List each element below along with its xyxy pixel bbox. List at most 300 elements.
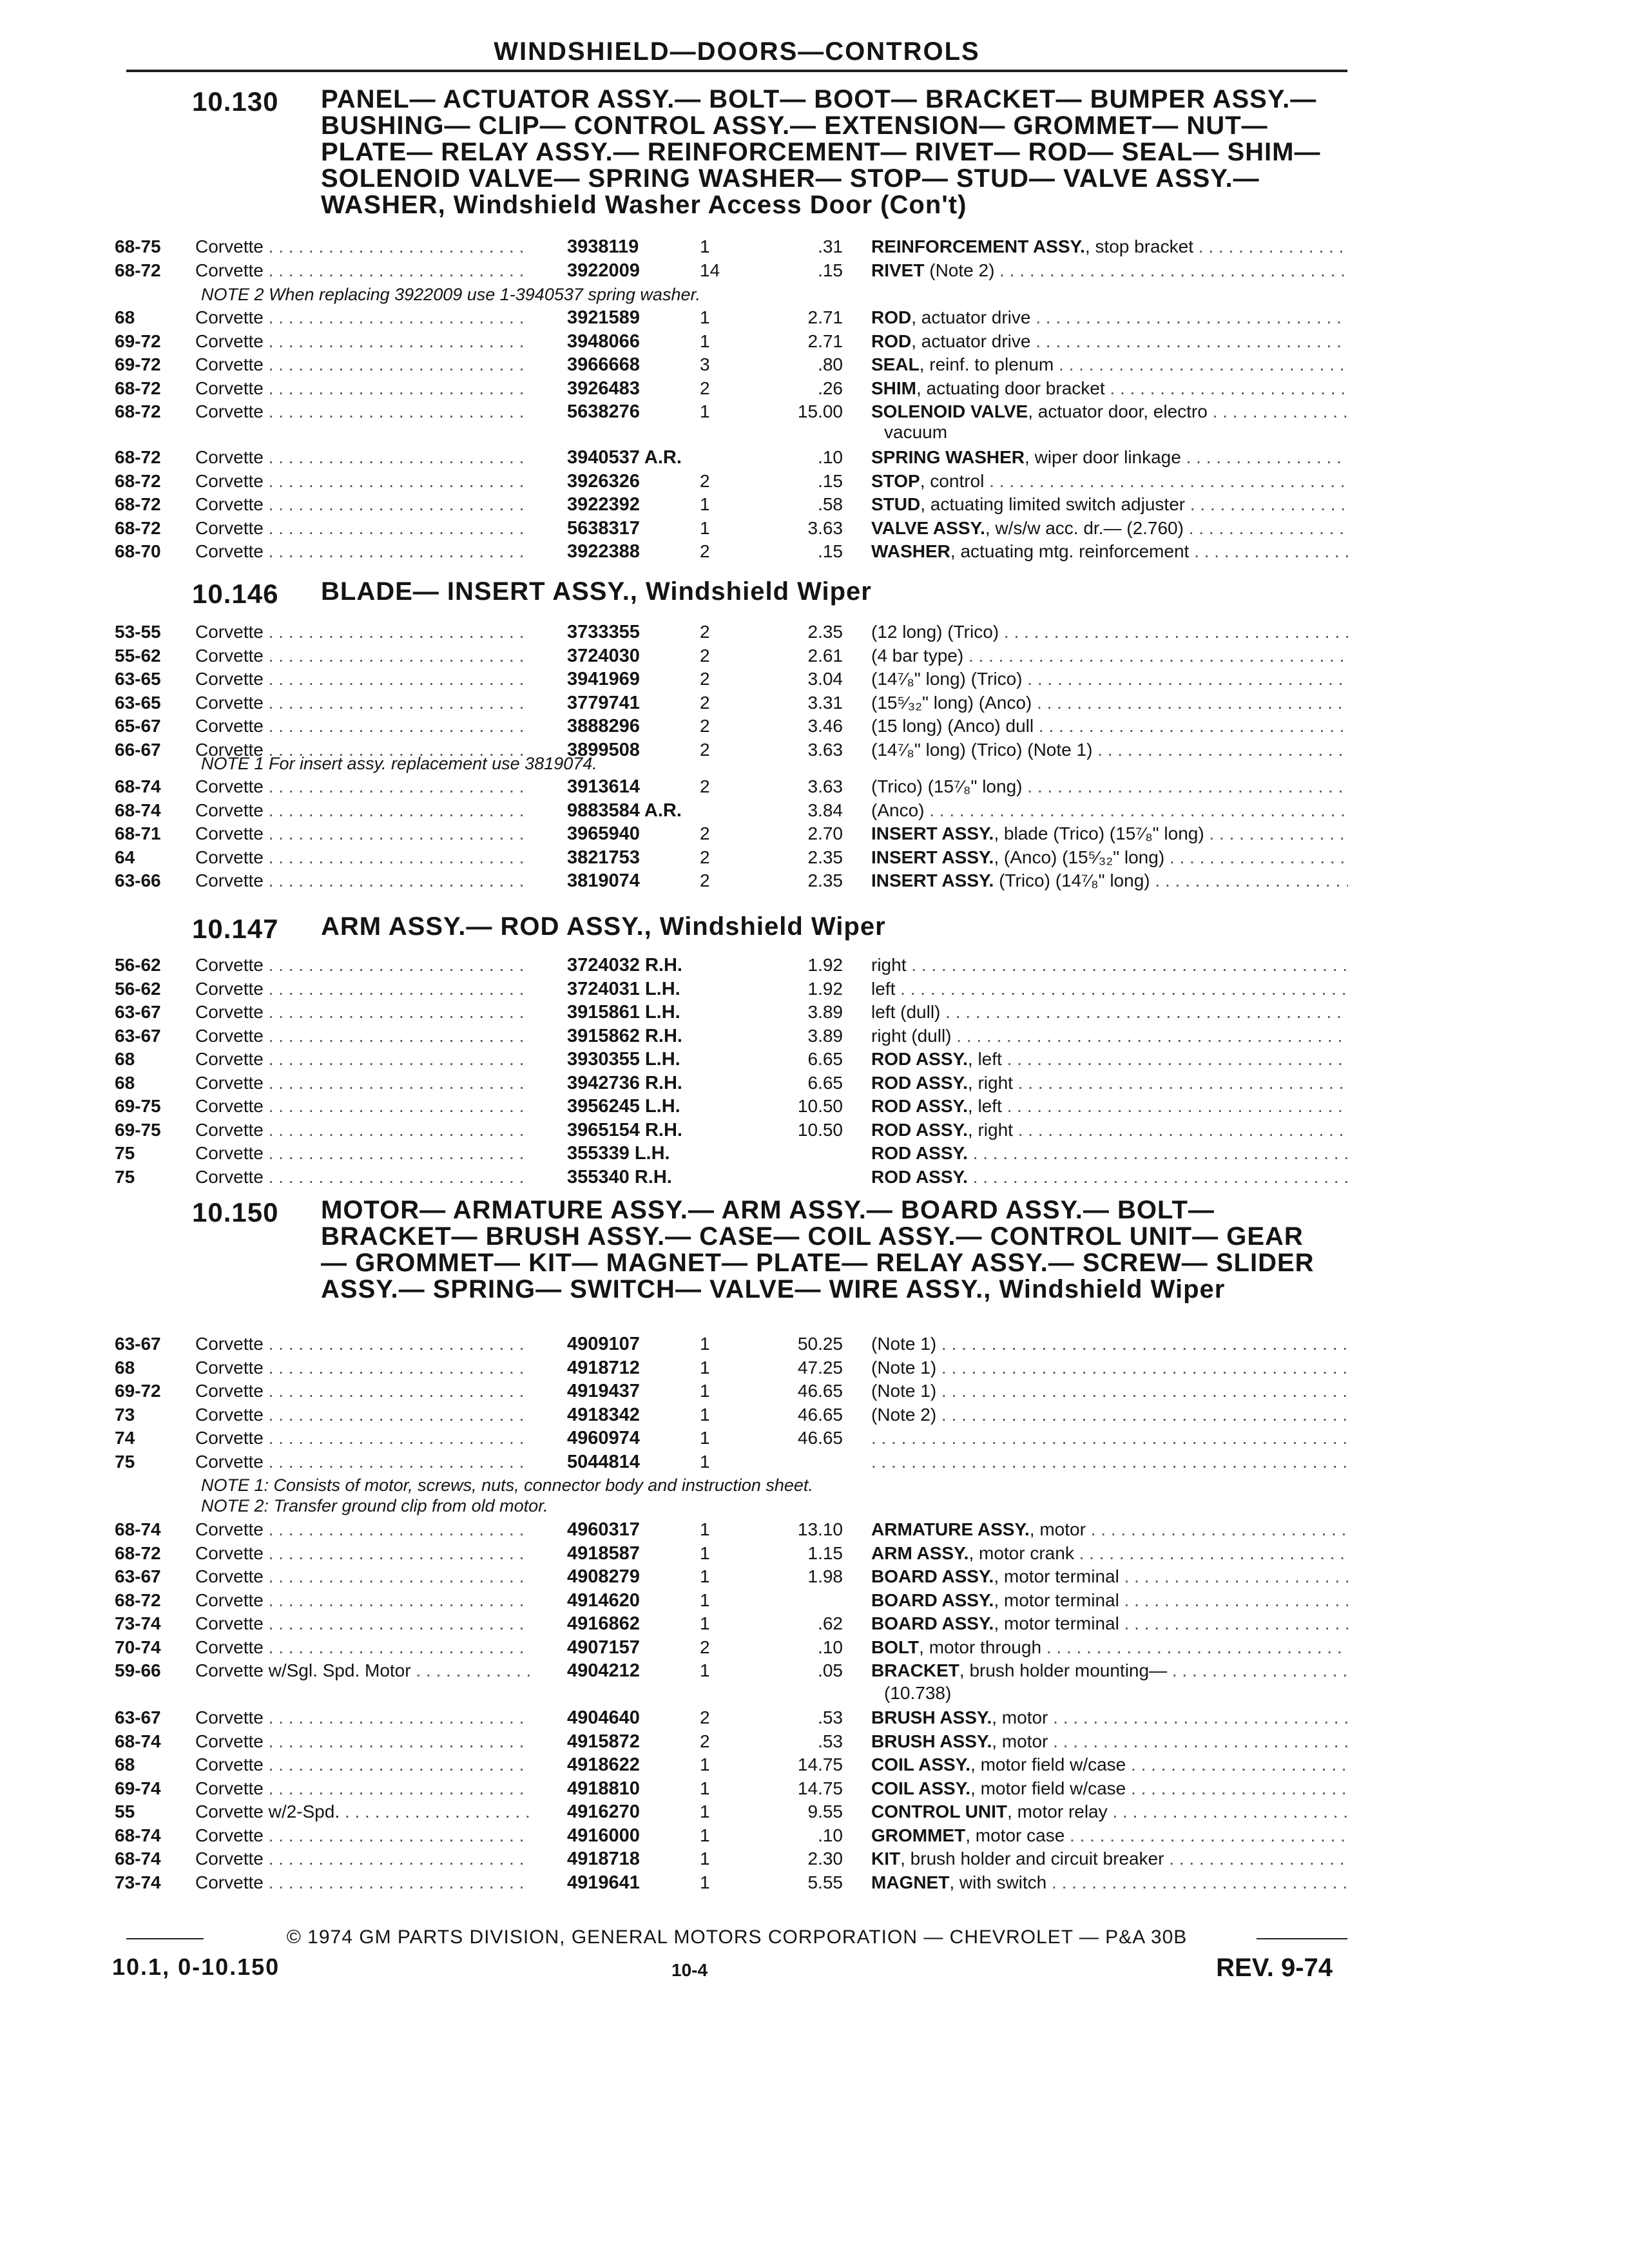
price: 14.75 xyxy=(797,1754,843,1774)
part-row xyxy=(0,447,1629,469)
part-name: BOLT xyxy=(871,1637,920,1657)
description xyxy=(871,1381,1348,1401)
header-rule xyxy=(126,70,1347,72)
price: .15 xyxy=(818,470,843,491)
part-number: 3922392 xyxy=(567,494,640,515)
model-years: 66-67 xyxy=(115,739,161,760)
price: 10.50 xyxy=(797,1119,843,1140)
price: 3.89 xyxy=(807,1025,843,1046)
model-years: 55-62 xyxy=(115,645,161,666)
description xyxy=(871,447,1348,468)
part-row xyxy=(0,1660,1629,1682)
quantity: 2 xyxy=(700,622,710,642)
continuation-text: (10.738) xyxy=(884,1683,952,1703)
part-detail: , actuator door, electro xyxy=(1028,401,1208,421)
part-number: 4907157 xyxy=(567,1637,640,1658)
model-years: 63-67 xyxy=(115,1002,161,1022)
model-years: 75 xyxy=(115,1451,135,1472)
description xyxy=(871,1707,1348,1728)
application: Corvette . . . xyxy=(195,378,530,399)
quantity: 1 xyxy=(700,307,710,327)
application: Corvette . . . xyxy=(195,1872,530,1893)
part-detail: , stop bracket xyxy=(1084,236,1193,256)
part-number: 3965154 R.H. xyxy=(567,1119,682,1140)
price: 2.30 xyxy=(807,1849,843,1869)
part-detail: , right xyxy=(967,1119,1013,1140)
model-years: 63-67 xyxy=(115,1707,161,1727)
quantity: 2 xyxy=(700,1707,710,1727)
part-number: 3724030 xyxy=(567,645,640,666)
part-number: 3913614 xyxy=(567,776,640,797)
model-years: 69-72 xyxy=(115,1381,161,1401)
part-name: SEAL xyxy=(871,354,920,374)
application: Corvette . . . xyxy=(195,1754,530,1775)
application: Corvette . . . xyxy=(195,1778,530,1799)
price: 6.65 xyxy=(807,1049,843,1069)
quantity: 1 xyxy=(700,1519,710,1539)
application: Corvette . . . xyxy=(195,518,530,539)
description xyxy=(871,800,1348,821)
description xyxy=(871,541,1348,562)
description xyxy=(871,1167,1348,1187)
application: Corvette . . . xyxy=(195,823,530,844)
price: 2.35 xyxy=(807,870,843,890)
description xyxy=(871,1049,1348,1070)
part-row xyxy=(0,870,1629,892)
application: Corvette . . . xyxy=(195,541,530,562)
quantity: 1 xyxy=(700,1613,710,1633)
description xyxy=(871,1731,1348,1752)
application: Corvette . . . xyxy=(195,800,530,821)
application: Corvette . . . xyxy=(195,870,530,891)
part-detail: , brush holder and circuit breaker xyxy=(900,1849,1164,1869)
quantity: 2 xyxy=(700,739,710,760)
description xyxy=(871,1096,1348,1117)
quantity: 2 xyxy=(700,847,710,867)
part-name: ROD ASSY. xyxy=(871,1072,968,1093)
application: Corvette . . . xyxy=(195,979,530,999)
description xyxy=(871,1519,1348,1540)
part-number: 4909107 xyxy=(567,1334,640,1354)
description xyxy=(871,1825,1348,1846)
part-number: 355339 L.H. xyxy=(567,1143,670,1164)
part-number: 3922388 xyxy=(567,541,640,562)
part-detail: left (dull) xyxy=(871,1002,941,1022)
quantity: 2 xyxy=(700,1731,710,1751)
quantity: 1 xyxy=(700,1566,710,1586)
section-title: BLADE— INSERT ASSY., Windshield Wiper xyxy=(321,577,872,606)
quantity: 2 xyxy=(700,378,710,398)
part-detail: , (Anco) (15⁵⁄₃₂" long) xyxy=(994,847,1165,867)
part-detail: , reinf. to plenum xyxy=(919,354,1054,374)
quantity: 2 xyxy=(700,776,710,796)
quantity: 2 xyxy=(700,870,710,890)
quantity: 1 xyxy=(700,1802,710,1821)
part-detail: (Note 2) xyxy=(924,260,995,280)
price: 1.92 xyxy=(807,978,843,999)
price: 3.63 xyxy=(807,739,843,760)
model-years: 68-74 xyxy=(115,1519,161,1539)
part-row xyxy=(0,646,1629,668)
part-row xyxy=(0,847,1629,869)
application: Corvette . . . xyxy=(195,401,530,422)
application: Corvette . . . xyxy=(195,471,530,492)
price: .53 xyxy=(818,1707,843,1727)
quantity: 1 xyxy=(700,1849,710,1869)
part-number: 4916270 xyxy=(567,1802,640,1822)
application: Corvette . . . xyxy=(195,776,530,797)
model-years: 68-72 xyxy=(115,494,161,514)
part-number: 3956245 L.H. xyxy=(567,1096,680,1117)
price: .10 xyxy=(818,1637,843,1657)
model-years: 68-74 xyxy=(115,800,161,820)
part-row xyxy=(0,800,1629,822)
part-detail: (Note 1) xyxy=(871,1357,937,1378)
part-row xyxy=(0,1002,1629,1024)
quantity: 1 xyxy=(700,1825,710,1845)
model-years: 63-67 xyxy=(115,1334,161,1354)
model-years: 68-72 xyxy=(115,401,161,421)
part-detail: , actuator drive xyxy=(911,307,1031,327)
model-years: 68-74 xyxy=(115,1849,161,1869)
model-years: 73-74 xyxy=(115,1872,161,1892)
application: Corvette . . . xyxy=(195,1731,530,1752)
model-years: 68-72 xyxy=(115,260,161,280)
description xyxy=(871,1334,1348,1354)
description xyxy=(871,331,1348,352)
description xyxy=(871,622,1348,642)
description xyxy=(871,1872,1348,1893)
application: Corvette . . . xyxy=(195,1143,530,1164)
price: 3.84 xyxy=(807,800,843,820)
part-row xyxy=(0,1566,1629,1588)
part-row xyxy=(0,1731,1629,1753)
description xyxy=(871,1002,1348,1023)
model-years: 63-65 xyxy=(115,692,161,713)
model-years: 68 xyxy=(115,1754,135,1774)
quantity: 1 xyxy=(700,1872,710,1892)
description xyxy=(871,1566,1348,1587)
part-number: 9883584 A.R. xyxy=(567,800,682,821)
model-years: 68-72 xyxy=(115,447,161,467)
part-name: ROD ASSY. xyxy=(871,1096,968,1116)
model-years: 63-67 xyxy=(115,1566,161,1586)
model-years: 68-72 xyxy=(115,517,161,538)
application: Corvette . . . xyxy=(195,646,530,666)
price: 5.55 xyxy=(807,1872,843,1892)
part-row xyxy=(0,401,1629,423)
description xyxy=(871,1452,1348,1472)
part-number: 355340 R.H. xyxy=(567,1166,672,1187)
part-row xyxy=(0,955,1629,977)
part-number: 3941969 xyxy=(567,669,640,689)
description xyxy=(871,378,1348,399)
description xyxy=(871,401,1348,422)
part-row xyxy=(0,823,1629,845)
part-number: 4919437 xyxy=(567,1381,640,1401)
part-row xyxy=(0,1754,1629,1776)
application: Corvette . . . xyxy=(195,494,530,515)
section-code: 10.150 xyxy=(192,1197,279,1227)
part-row xyxy=(0,494,1629,516)
description xyxy=(871,1405,1348,1425)
page-header: WINDSHIELD—DOORS—CONTROLS xyxy=(494,37,980,66)
part-number: 3819074 xyxy=(567,870,640,891)
model-years: 53-55 xyxy=(115,622,161,642)
application: Corvette . . . xyxy=(195,1428,530,1448)
section-title: ARM ASSY.— ROD ASSY., Windshield Wiper xyxy=(321,912,886,941)
price: .15 xyxy=(818,541,843,561)
application: Corvette . . . xyxy=(195,1519,530,1540)
description xyxy=(871,1543,1348,1564)
model-years: 68 xyxy=(115,1049,135,1069)
part-detail: , motor through xyxy=(919,1637,1042,1657)
part-name: SOLENOID VALVE xyxy=(871,401,1028,421)
application: Corvette . . . xyxy=(195,1452,530,1472)
part-detail: , motor xyxy=(992,1731,1048,1751)
price: 1.15 xyxy=(807,1542,843,1563)
part-detail: , w/s/w acc. dr.— (2.760) xyxy=(985,517,1184,538)
part-number: 4916000 xyxy=(567,1825,640,1846)
description xyxy=(871,1358,1348,1378)
part-row xyxy=(0,354,1629,376)
price: 9.55 xyxy=(807,1802,843,1821)
part-row xyxy=(0,236,1629,258)
quantity: 1 xyxy=(700,1381,710,1401)
part-number: 3965940 xyxy=(567,823,640,844)
footer-revision: REV. 9-74 xyxy=(1216,1954,1333,1982)
model-years: 73-74 xyxy=(115,1613,161,1633)
price: 50.25 xyxy=(797,1334,843,1354)
price: 3.31 xyxy=(807,692,843,713)
part-row xyxy=(0,1637,1629,1659)
price: 2.35 xyxy=(807,622,843,642)
application: Corvette . . . xyxy=(195,307,530,328)
part-name: ROD ASSY. xyxy=(871,1143,968,1163)
part-detail: , brush holder mounting— xyxy=(959,1660,1168,1680)
model-years: 55 xyxy=(115,1802,135,1821)
part-detail: , left xyxy=(967,1049,1002,1069)
price: .26 xyxy=(818,378,843,398)
description xyxy=(871,870,1348,891)
part-row xyxy=(0,1358,1629,1379)
part-row xyxy=(0,1428,1629,1450)
description xyxy=(871,776,1348,797)
part-detail: (Note 2) xyxy=(871,1404,937,1425)
description xyxy=(871,716,1348,736)
part-name: REINFORCEMENT ASSY. xyxy=(871,236,1085,256)
part-name: BRUSH ASSY. xyxy=(871,1707,992,1727)
part-name: COIL ASSY. xyxy=(871,1778,971,1798)
model-years: 70-74 xyxy=(115,1637,161,1657)
quantity: 1 xyxy=(700,1451,710,1472)
part-number: 3724031 L.H. xyxy=(567,978,680,999)
quantity: 1 xyxy=(700,1428,710,1448)
part-detail: right xyxy=(871,955,907,975)
model-years: 69-75 xyxy=(115,1096,161,1116)
description xyxy=(871,955,1348,975)
description xyxy=(871,1660,1348,1681)
part-name: STUD xyxy=(871,494,921,514)
description xyxy=(871,1802,1348,1822)
quantity: 1 xyxy=(700,1542,710,1563)
price: 15.00 xyxy=(797,401,843,421)
part-number: 4915872 xyxy=(567,1731,640,1752)
part-number: 3938119 xyxy=(567,236,639,257)
price: 3.89 xyxy=(807,1002,843,1022)
application: Corvette . . . xyxy=(195,1613,530,1634)
part-number: 5044814 xyxy=(567,1451,640,1472)
part-number: 4919641 xyxy=(567,1872,640,1893)
quantity: 1 xyxy=(700,517,710,538)
part-name: ARM ASSY. xyxy=(871,1542,969,1563)
application: Corvette . . . xyxy=(195,1566,530,1587)
application: Corvette . . . xyxy=(195,693,530,713)
part-number: 4960317 xyxy=(567,1519,640,1540)
part-name: BOARD ASSY. xyxy=(871,1566,994,1586)
quantity: 1 xyxy=(700,494,710,514)
part-detail: left xyxy=(871,978,896,999)
price: 3.63 xyxy=(807,776,843,796)
part-number: 4904212 xyxy=(567,1660,640,1681)
description xyxy=(871,1849,1348,1869)
part-name: SPRING WASHER xyxy=(871,447,1025,467)
description xyxy=(871,1754,1348,1775)
part-row xyxy=(0,1405,1629,1427)
part-number: 3821753 xyxy=(567,847,640,868)
part-detail: , actuating door bracket xyxy=(916,378,1105,398)
continuation-text: vacuum xyxy=(884,422,948,442)
part-row xyxy=(0,1872,1629,1894)
part-row xyxy=(0,1849,1629,1870)
description xyxy=(871,646,1348,666)
part-row xyxy=(0,1778,1629,1800)
part-detail: , left xyxy=(967,1096,1002,1116)
part-number: 4918712 xyxy=(567,1357,640,1378)
price: 1.98 xyxy=(807,1566,843,1586)
part-name: ROD ASSY. xyxy=(871,1166,968,1187)
model-years: 63-67 xyxy=(115,1025,161,1046)
model-years: 68 xyxy=(115,1357,135,1378)
part-row xyxy=(0,1143,1629,1165)
part-number: 3966668 xyxy=(567,354,640,375)
price: .05 xyxy=(818,1660,843,1680)
description xyxy=(871,1073,1348,1093)
part-detail: , wiper door linkage xyxy=(1025,447,1181,467)
model-years: 68 xyxy=(115,307,135,327)
section-title: MOTOR— ARMATURE ASSY.— ARM ASSY.— BOARD ASSY.— BOLT— BRACKET— BRUSH ASSY.— CASE— COIL ASSY.— CONTROL UNIT— GEAR— GROMMET— KIT— MAGNET— PLATE— RELAY ASSY.— SCREW— SLIDER ASSY.— SPRING— SWITCH— VALVE— WIRE ASSY., Windshield Wiper xyxy=(321,1196,1315,1303)
model-years: 68-75 xyxy=(115,236,161,256)
description xyxy=(871,236,1348,257)
part-name: ROD xyxy=(871,307,912,327)
application: Corvette . . . xyxy=(195,1167,530,1187)
part-number: 3888296 xyxy=(567,716,640,736)
part-detail: , motor terminal xyxy=(994,1566,1119,1586)
part-name: INSERT ASSY. xyxy=(871,870,994,890)
part-detail: (Note 1) xyxy=(871,1334,937,1354)
price: .10 xyxy=(818,447,843,467)
price: .58 xyxy=(818,494,843,514)
part-name: BOARD ASSY. xyxy=(871,1613,994,1633)
model-years: 75 xyxy=(115,1166,135,1187)
part-name: GROMMET xyxy=(871,1825,966,1845)
part-number: 4904640 xyxy=(567,1707,640,1728)
description xyxy=(871,1778,1348,1799)
application: Corvette . . . xyxy=(195,716,530,736)
part-row xyxy=(0,1120,1629,1142)
model-years: 69-74 xyxy=(115,1778,161,1798)
model-years: 64 xyxy=(115,847,135,867)
part-row xyxy=(0,331,1629,353)
application: Corvette . . . xyxy=(195,1849,530,1869)
part-row xyxy=(0,693,1629,715)
price: 3.46 xyxy=(807,716,843,736)
section-note: NOTE 1 For insert assy. replacement use 3819074. xyxy=(201,754,597,773)
quantity: 1 xyxy=(700,1404,710,1425)
footer-copyright: © 1974 GM PARTS DIVISION, GENERAL MOTORS CORPORATION — CHEVROLET — P&A 30B xyxy=(286,1927,1188,1948)
part-number: 4918622 xyxy=(567,1754,640,1775)
description xyxy=(871,669,1348,689)
part-number: 3915862 R.H. xyxy=(567,1025,682,1046)
section-note: NOTE 1: Consists of motor, screws, nuts, connector body and instruction sheet. xyxy=(201,1475,813,1495)
price: 2.71 xyxy=(807,307,843,327)
model-years: 69-75 xyxy=(115,1119,161,1140)
part-name: SHIM xyxy=(871,378,916,398)
part-name: MAGNET xyxy=(871,1872,950,1892)
model-years: 65-67 xyxy=(115,716,161,736)
part-number: 3915861 L.H. xyxy=(567,1002,680,1023)
description xyxy=(871,740,1348,760)
section-note: NOTE 2 When replacing 3922009 use 1-3940537 spring washer. xyxy=(201,285,700,304)
model-years: 68-72 xyxy=(115,1542,161,1563)
part-detail: , motor terminal xyxy=(994,1590,1119,1610)
part-number: 3926326 xyxy=(567,470,640,492)
price: 46.65 xyxy=(797,1404,843,1425)
application: Corvette . . . xyxy=(195,354,530,375)
price: .53 xyxy=(818,1731,843,1751)
description xyxy=(871,518,1348,539)
model-years: 68 xyxy=(115,1072,135,1093)
model-years: 73 xyxy=(115,1404,135,1425)
part-detail: (14⁷⁄₈" long) (Trico) xyxy=(871,669,1023,689)
quantity: 1 xyxy=(700,236,710,256)
part-row xyxy=(0,716,1629,738)
part-row xyxy=(0,518,1629,540)
part-detail: , actuating limited switch adjuster xyxy=(920,494,1186,514)
quantity: 1 xyxy=(700,1590,710,1610)
part-detail: , actuator drive xyxy=(911,331,1031,351)
application: Corvette . . . xyxy=(195,1358,530,1378)
part-number: 4960974 xyxy=(567,1428,640,1448)
part-detail: (Anco) xyxy=(871,800,925,820)
application: Corvette . . . xyxy=(195,236,530,257)
application: Corvette . . . xyxy=(195,1002,530,1023)
description xyxy=(871,979,1348,999)
application: Corvette . . . xyxy=(195,1707,530,1728)
price: 46.65 xyxy=(797,1428,843,1448)
quantity: 2 xyxy=(700,669,710,689)
part-row xyxy=(0,1334,1629,1356)
description xyxy=(871,307,1348,328)
description xyxy=(871,471,1348,492)
section-note: NOTE 2: Transfer ground clip from old motor. xyxy=(201,1496,548,1515)
quantity: 1 xyxy=(700,1357,710,1378)
part-detail: , motor case xyxy=(965,1825,1065,1845)
quantity: 2 xyxy=(700,645,710,666)
description xyxy=(871,693,1348,713)
description xyxy=(871,847,1348,868)
price: .15 xyxy=(818,260,843,280)
